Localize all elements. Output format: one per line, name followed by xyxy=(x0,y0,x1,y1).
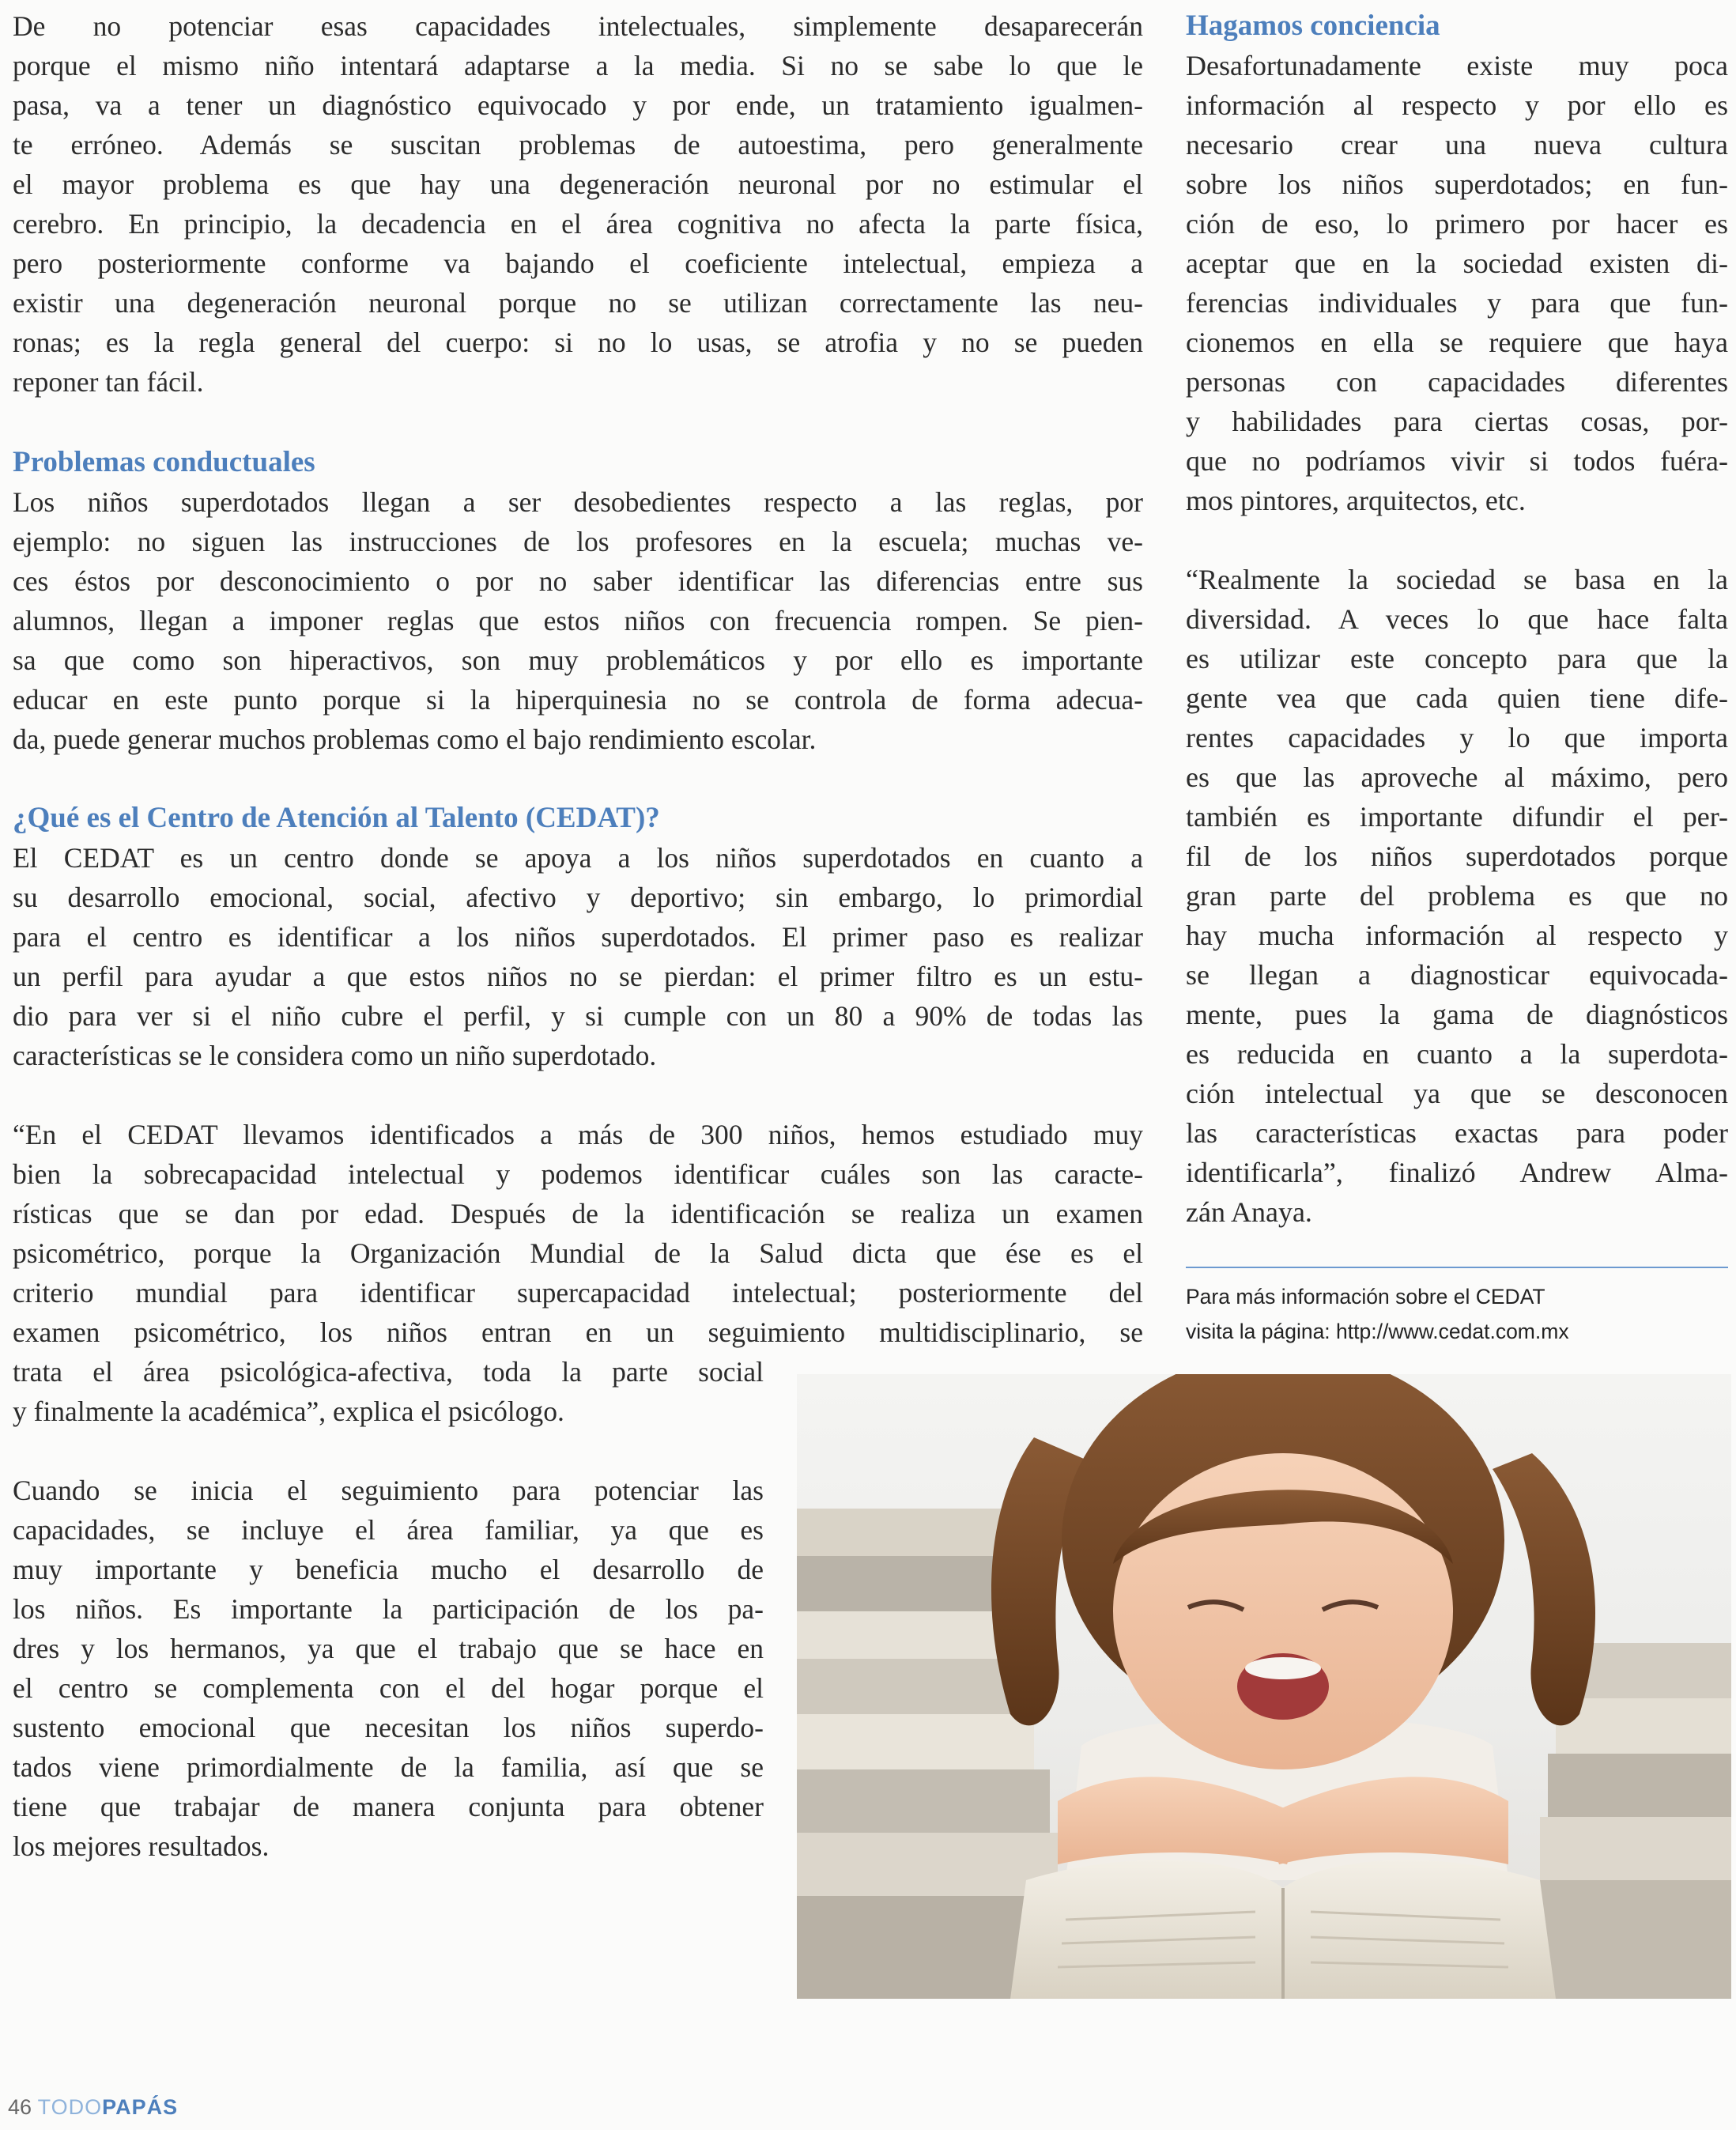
magazine-brand-todo: TODO xyxy=(37,2095,103,2119)
text-line: para el centro es identificar a los niños superdotados. El primer paso es realizar xyxy=(13,921,1143,953)
paragraph-right-2 xyxy=(1186,560,1728,1232)
paragraph-1 xyxy=(13,6,1143,402)
text-line: dio para ver si el niño cubre el perfil, y si cumple con un 80 a 90% de todas las xyxy=(13,1000,1143,1032)
text-line: identificarla”, finalizó Andrew Alma- xyxy=(1186,1157,1728,1188)
paragraph-4 xyxy=(13,1115,1143,1352)
paragraph-2 xyxy=(13,482,1143,759)
text-line: capacidades, se incluye el área familiar, ya que es xyxy=(13,1514,764,1546)
text-line: sobre los niños superdotados; en fun- xyxy=(1186,168,1728,200)
info-line-2[interactable]: visita la página: http://www.cedat.com.mx xyxy=(1186,1320,1569,1343)
text-line: las características exactas para poder xyxy=(1186,1117,1728,1149)
text-line: el centro se complementa con el del hogar porque el xyxy=(13,1672,764,1704)
heading-problemas-conductuales: Problemas conductuales xyxy=(13,446,315,478)
page-footer xyxy=(8,2095,178,2120)
text-line: información al respecto y por ello es xyxy=(1186,89,1728,121)
text-line: da, puede generar muchos problemas como el bajo rendimiento escolar. xyxy=(13,723,817,755)
text-line: personas con capacidades diferentes xyxy=(1186,366,1728,398)
text-line: porque el mismo niño intentará adaptarse a la media. Si no se sabe lo que le xyxy=(13,50,1143,81)
text-line: rísticas que se dan por edad. Después de la identificación se realiza un examen xyxy=(13,1198,1143,1229)
text-line: los niños. Es importante la participación de los pa- xyxy=(13,1593,764,1625)
text-line: muy importante y beneficia mucho el desarrollo de xyxy=(13,1554,764,1585)
girl-reading-illustration xyxy=(797,1374,1731,1999)
text-line: se llegan a diagnosticar equivocada- xyxy=(1186,959,1728,991)
text-line: necesario crear una nueva cultura xyxy=(1186,129,1728,161)
heading-que-es-cedat: ¿Qué es el Centro de Atención al Talento (CEDAT)? xyxy=(13,802,660,834)
text-line: gente vea que cada quien tiene dife- xyxy=(1186,682,1728,714)
page-number: 46 xyxy=(8,2095,32,2119)
text-line: bien la sobrecapacidad intelectual y podemos identificar cuáles son las caracte- xyxy=(13,1158,1143,1190)
text-line: es que las aproveche al máximo, pero xyxy=(1186,761,1728,793)
text-line: Los niños superdotados llegan a ser desobedientes respecto a las reglas, por xyxy=(13,486,1143,518)
text-line: cerebro. En principio, la decadencia en el área cognitiva no afecta la parte física, xyxy=(13,208,1143,240)
text-line: sustento emocional que necesitan los niños superdo- xyxy=(13,1712,764,1743)
text-line: dres y los hermanos, ya que el trabajo que se hace en xyxy=(13,1633,764,1664)
text-line: hay mucha información al respecto y xyxy=(1186,920,1728,951)
text-line: examen psicométrico, los niños entran en un seguimiento multidisciplinario, se xyxy=(13,1316,1143,1348)
text-line: aceptar que en la sociedad existen di- xyxy=(1186,247,1728,279)
text-line: “Realmente la sociedad se basa en la xyxy=(1186,564,1728,595)
info-line-1: Para más información sobre el CEDAT xyxy=(1186,1285,1545,1309)
text-line: “En el CEDAT llevamos identificados a más de 300 niños, hemos estudiado muy xyxy=(13,1119,1143,1150)
photo-girl-reading xyxy=(797,1374,1731,1999)
text-line: pero posteriormente conforme va bajando el coeficiente intelectual, empieza a xyxy=(13,247,1143,279)
text-line: y habilidades para ciertas cosas, por- xyxy=(1186,406,1728,437)
info-box xyxy=(1186,1279,1728,1349)
text-line: mente, pues la gama de diagnósticos xyxy=(1186,999,1728,1030)
text-line: un perfil para ayudar a que estos niños no se pierdan: el primer filtro es un estu- xyxy=(13,961,1143,992)
text-line: psicométrico, porque la Organización Mundial de la Salud dicta que ése es el xyxy=(13,1237,1143,1269)
text-line: educar en este punto porque si la hiperquinesia no se controla de forma adecua- xyxy=(13,684,1143,716)
text-line: existir una degeneración neuronal porque no se utilizan correctamente las neu- xyxy=(13,287,1143,319)
text-line: pasa, va a tener un diagnóstico equivocado y por ende, un tratamiento igualmen- xyxy=(13,89,1143,121)
right-column xyxy=(1186,6,1728,1349)
text-line: alumnos, llegan a imponer reglas que estos niños con frecuencia rompen. Se pien- xyxy=(13,605,1143,636)
heading-hagamos-conciencia: Hagamos conciencia xyxy=(1186,9,1440,42)
text-line: su desarrollo emocional, social, afectivo y deportivo; sin embargo, lo primordial xyxy=(13,882,1143,913)
text-line: y finalmente la académica”, explica el psicólogo. xyxy=(13,1395,564,1427)
text-line: ferencias individuales y para que fun- xyxy=(1186,287,1728,319)
text-line: sa que como son hiperactivos, son muy problemáticos y por ello es importante xyxy=(13,644,1143,676)
text-line: tados viene primordialmente de la familia, así que se xyxy=(13,1751,764,1783)
text-line: tiene que trabajar de manera conjunta para obtener xyxy=(13,1791,764,1822)
text-line: ejemplo: no siguen las instrucciones de los profesores en la escuela; muchas ve- xyxy=(13,526,1143,557)
paragraph-3 xyxy=(13,838,1143,1075)
text-line: es reducida en cuanto a la superdota- xyxy=(1186,1038,1728,1070)
text-line: zán Anaya. xyxy=(1186,1196,1312,1228)
magazine-brand-papas: PAPÁS xyxy=(102,2095,179,2119)
text-line: ción intelectual ya que se desconocen xyxy=(1186,1078,1728,1109)
text-line: te erróneo. Además se suscitan problemas de autoestima, pero generalmente xyxy=(13,129,1143,161)
text-line: diversidad. A veces lo que hace falta xyxy=(1186,603,1728,635)
text-line: cionemos en ella se requiere que haya xyxy=(1186,327,1728,358)
paragraph-right-1 xyxy=(1186,46,1728,520)
text-line: El CEDAT es un centro donde se apoya a los niños superdotados en cuanto a xyxy=(13,842,1143,874)
text-line: también es importante difundir el per- xyxy=(1186,801,1728,833)
text-line: gran parte del problema es que no xyxy=(1186,880,1728,912)
text-line: ción de eso, lo primero por hacer es xyxy=(1186,208,1728,240)
text-line: mos pintores, arquitectos, etc. xyxy=(1186,485,1526,516)
info-divider xyxy=(1186,1267,1728,1268)
text-line: el mayor problema es que hay una degeneración neuronal por no estimular el xyxy=(13,168,1143,200)
text-line: reponer tan fácil. xyxy=(13,366,204,398)
text-line: ces éstos por desconocimiento o por no saber identificar las diferencias entre sus xyxy=(13,565,1143,597)
text-line: los mejores resultados. xyxy=(13,1830,270,1862)
text-line: fil de los niños superdotados porque xyxy=(1186,840,1728,872)
text-line: De no potenciar esas capacidades intelectuales, simplemente desaparecerán xyxy=(13,10,1143,42)
text-line: que no podríamos vivir si todos fuéra- xyxy=(1186,445,1728,477)
text-line: características se le considera como un niño superdotado. xyxy=(13,1040,657,1071)
text-line: ronas; es la regla general del cuerpo: si no lo usas, se atrofia y no se pueden xyxy=(13,327,1143,358)
text-line: Desafortunadamente existe muy poca xyxy=(1186,50,1728,81)
text-line: rentes capacidades y lo que importa xyxy=(1186,722,1728,753)
text-line: es utilizar este concepto para que la xyxy=(1186,643,1728,674)
text-line: Cuando se inicia el seguimiento para potenciar las xyxy=(13,1475,764,1506)
text-line: criterio mundial para identificar supercapacidad intelectual; posteriormente del xyxy=(13,1277,1143,1309)
text-line: trata el área psicológica-afectiva, toda la parte social xyxy=(13,1356,764,1388)
